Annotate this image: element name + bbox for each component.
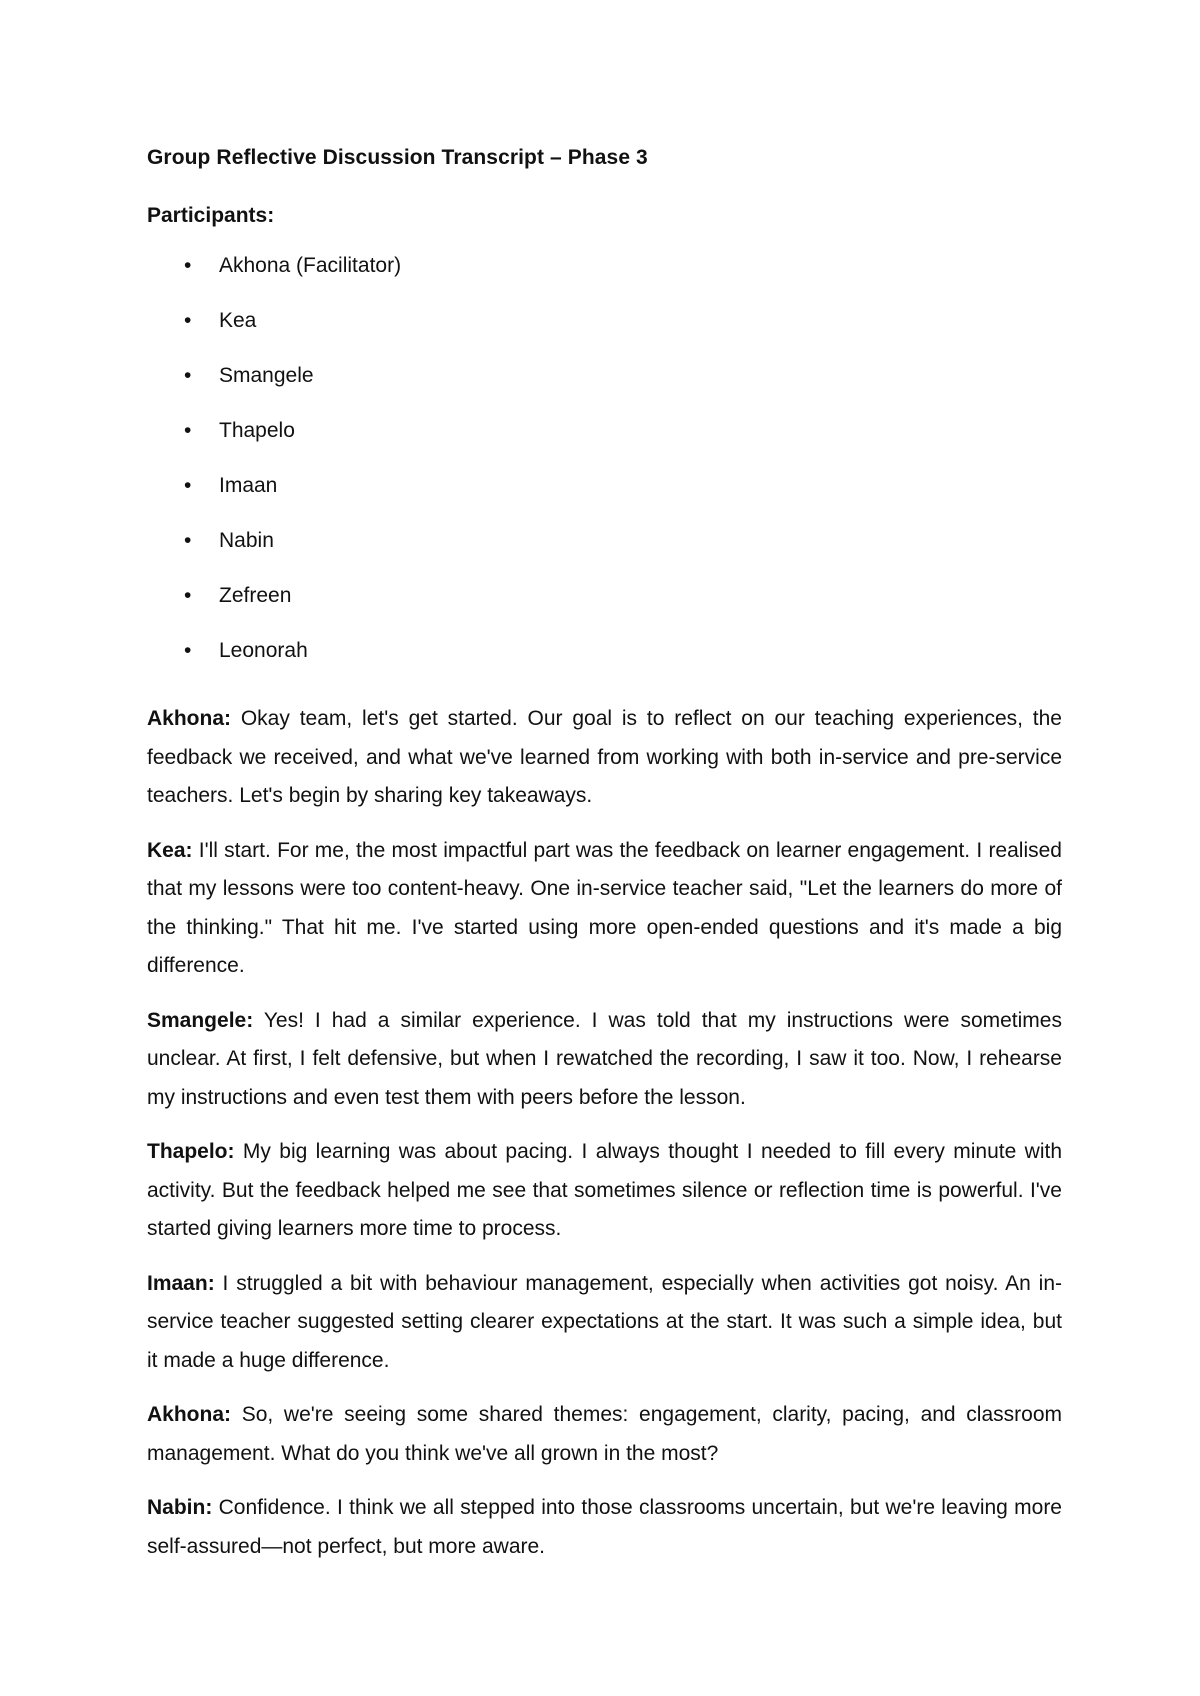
speaker-name: Smangele: — [147, 1008, 254, 1032]
participant-name: Nabin — [219, 529, 274, 552]
bullet-icon: • — [184, 254, 192, 277]
speaker-name: Thapelo: — [147, 1140, 235, 1163]
turn-text: My big learning was about pacing. I always thought I needed to fill every minute with activity. But the feedback helped me see that sometimes silence or reflection time is powerful. I've started giving learners more time to process. — [147, 1140, 1063, 1240]
speaker-name: Kea: — [147, 838, 193, 862]
list-item — [147, 580, 1062, 635]
participant-name: Imaan — [219, 474, 278, 497]
participant-name: Smangele — [219, 364, 314, 387]
turn-text: I struggled a bit with behaviour management, especially when activities got noisy. An in-service teacher suggested setting clearer expectations at the start. It was such a simple idea, but it made a huge difference. — [147, 1271, 1062, 1372]
speaker-name: Nabin: — [147, 1496, 213, 1519]
transcript-turn — [147, 832, 1062, 986]
bullet-icon: • — [184, 309, 192, 332]
list-item — [147, 250, 1062, 305]
participant-name: Leonorah — [219, 639, 308, 662]
turn-text: Yes! I had a similar experience. I was told that my instructions were sometimes unclear. At first, I felt defensive, but when I rewatched the recording, I saw it too. Now, I rehearse my instructions and even test them with peers before the lesson. — [147, 1008, 1062, 1109]
participants-list — [147, 250, 1062, 690]
participant-name: Kea — [219, 309, 257, 332]
turn-text: Okay team, let's get started. Our goal is to reflect on our teaching experiences, the feedback we received, and what we've learned from working with both in-service and pre-service teachers. Let's begin by sharing key takeaways. — [147, 707, 1062, 807]
transcript-turn — [147, 1396, 1062, 1473]
bullet-icon: • — [184, 639, 192, 662]
transcript-turn — [147, 1265, 1062, 1381]
turn-text: I'll start. For me, the most impactful part was the feedback on learner engagement. I realised that my lessons were too content-heavy. One in-service teacher said, "Let the learners do more of the thinking." That hit me. I've started using more open-ended questions and it's made a big difference. — [147, 838, 1062, 977]
bullet-icon: • — [184, 584, 192, 607]
list-item — [147, 470, 1062, 525]
document-title: Group Reflective Discussion Transcript – Phase 3 — [147, 146, 648, 169]
bullet-icon: • — [184, 364, 192, 387]
participant-name: Thapelo — [219, 419, 295, 442]
participant-name: Zefreen — [219, 584, 292, 607]
list-item — [147, 525, 1062, 580]
transcript-turn — [147, 1002, 1062, 1118]
document-page — [147, 142, 1062, 1582]
transcript-turn — [147, 1133, 1062, 1249]
list-item — [147, 360, 1062, 415]
participants-label: Participants: — [147, 204, 275, 227]
list-item — [147, 305, 1062, 360]
bullet-icon: • — [184, 419, 192, 442]
bullet-icon: • — [184, 529, 192, 552]
bullet-icon: • — [184, 474, 192, 497]
speaker-name: Akhona: — [147, 707, 231, 730]
turn-text: Confidence. I think we all stepped into those classrooms uncertain, but we're leaving more self-assured—not perfect, but more aware. — [147, 1496, 1062, 1558]
turn-text: So, we're seeing some shared themes: engagement, clarity, pacing, and classroom management. What do you think we've all grown in the most? — [147, 1403, 1062, 1465]
list-item — [147, 415, 1062, 470]
speaker-name: Imaan: — [147, 1271, 215, 1295]
list-item — [147, 635, 1062, 690]
speaker-name: Akhona: — [147, 1403, 231, 1426]
transcript-turn — [147, 1489, 1062, 1566]
transcript-turn — [147, 700, 1062, 816]
participant-name: Akhona (Facilitator) — [219, 254, 402, 277]
